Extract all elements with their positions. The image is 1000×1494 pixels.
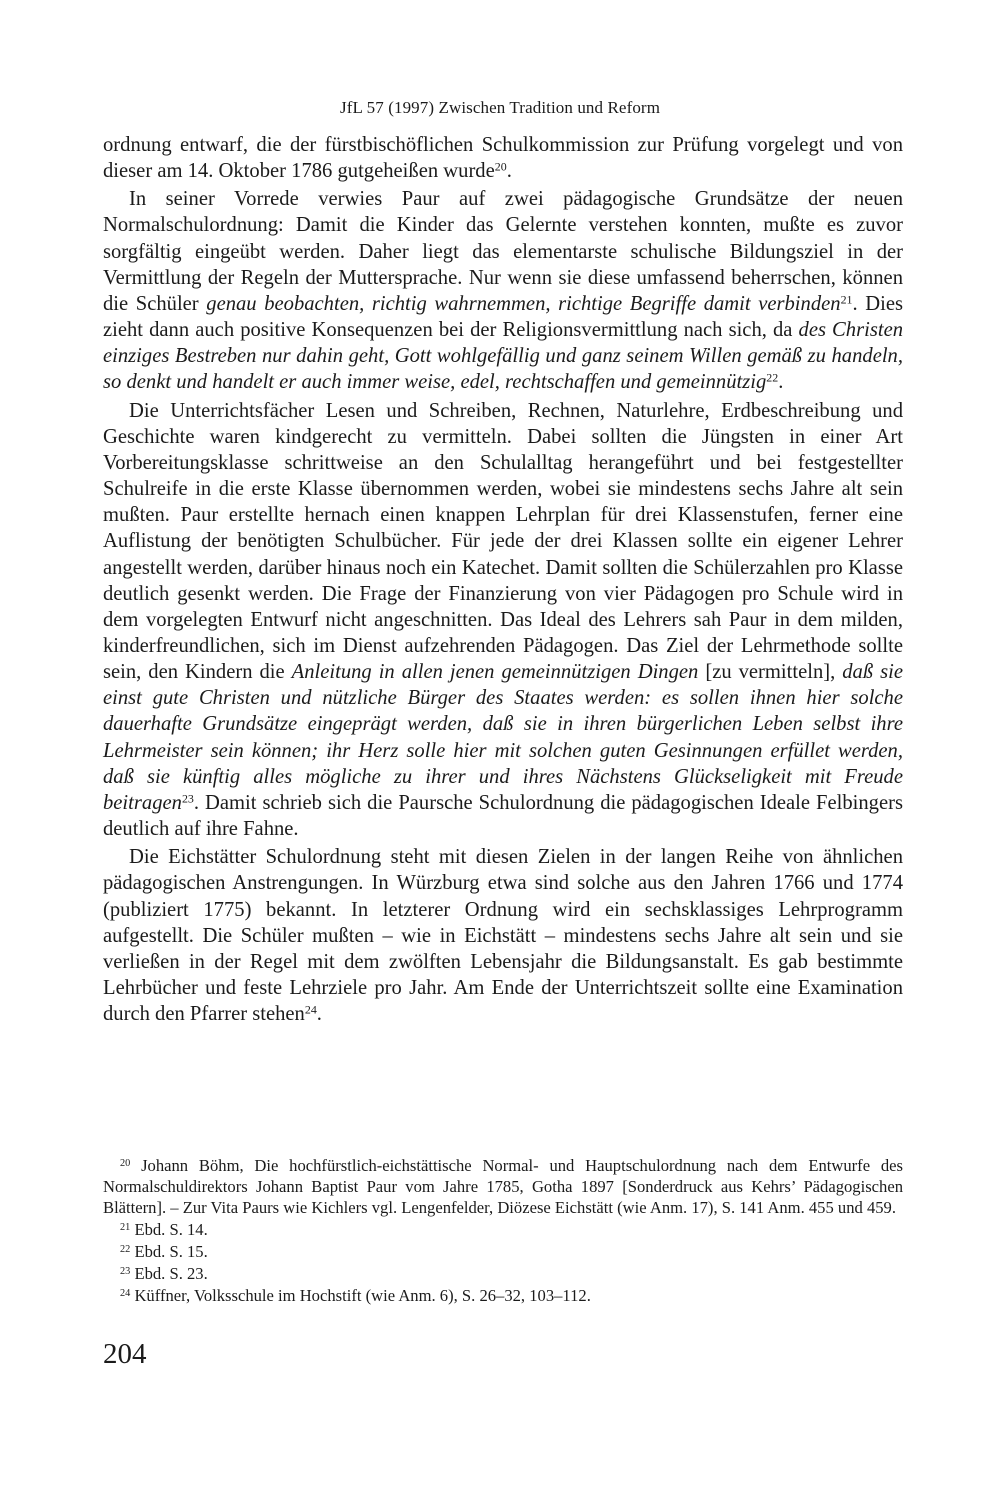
footnote-ref-23[interactable]: 23 [181,791,194,806]
footnote-20: $^{20}$ Johann Böhm, Die hochfürstlich-eichstättische Normal- und Hauptschulordnung nach dem Entwurfe des Normalschuldirektors Johann Baptist Paur vom Jahre 1785, Gotha 1897 [Sonderdruck aus Kehrs’ Pädagogischen Blättern]. – Zur Vita Paurs wie Kichlers vgl. Lengenfelder, Diözese Eichstätt (wie Anm. 17), S. 141 Anm. 455 und 459. [103,1156,903,1217]
quote: Anleitung in allen jenen gemeinnützigen Dingen [291,661,699,684]
body-text [103,132,903,1027]
footnote-24: $^{24}$ Küffner, Volksschule im Hochstift (wie Anm. 6), S. 26–32, 103–112. [120,1286,591,1305]
footnote-21: $^{21}$ Ebd. S. 14. [120,1220,208,1239]
footnote-ref-21[interactable]: 21 [840,292,853,307]
paragraph-2: In seiner Vorrede verwies Paur auf zwei pädagogische Grundsätze der neuen Normalschulordnung: Damit die Kinder das Gelernte verstehen konnten, mußte es zuvor sorgfältig eingeübt werden. Daher liegt das elementarste schulische Bildungsziel in der Vermittlung der Regeln der Muttersprache. Nur wenn sie diese umfassend beherrschen, können die Schüler genau beobachten, richtig wahrnemmen, richtige Begriffe damit verbinden$^{21}$. Dies zieht dann auch positive Konsequenzen bei der Religionsvermittlung nach sich, da des Christen einziges Bestreben nur dahin geht, Gott wohlgefällig und ganz seinem Willen gemäß zu handeln, so denkt und handelt er auch immer weise, edel, rechtschaffen und gemeinnützig$^{22}$. [103,188,904,394]
paragraph-3: Die Unterrichtsfächer Lesen und Schreiben, Rechnen, Naturlehre, Erdbeschreibung und Geschichte waren kindgerecht zu vermitteln. Dabei sollten die Jüngsten in einer Art Vorbereitungsklasse schrittweise an den Schulalltag herangeführt und bei festgestellter Schulreife in die erste Klasse übernommen werden, wobei sie mindestens sechs Jahre alt sein mußten. Paur erstellte hernach einen knappen Lehrplan für drei Klassenstufen, ferner eine Auflistung der benötigten Schulbücher. Für jede der drei Klassen sollte ein eigener Lehrer angestellt werden, darüber hinaus noch ein Katechet. Damit sollten die Schülerzahlen pro Klasse deutlich gesenkt werden. Die Frage der Finanzierung von vier Pädagogen pro Schule wird in dem vorgelegten Entwurf nicht angeschnitten. Das Ideal des Lehrers sah Paur in dem milden, kinderfreundlichen, sich im Dienst aufzehrenden Pädagogen. Das Ziel der Lehrmethode sollte sein, den Kindern die Anleitung in allen jenen gemeinnützigen Dingen [zu vermitteln], daß sie einst gute Christen und nützliche Bürger des Staates werden: es sollen ihnen hier solche dauerhafte Grundsätze eingeprägt werden, daß sie in ihren bürgerlichen Leben selbst ihre Lehrmeister sein können; ihr Herz solle hier mit solchen guten Gesinnungen erfüllet werden, daß sie künftig alles mögliche zu ihrer und ihres Nächstens Glückseligkeit mit Freude beitragen$^{23}$. Damit schrieb sich die Paursche Schulordnung die pädagogischen Ideale Felbingers deutlich auf ihre Fahne. [103,399,904,841]
footnote-23: $^{23}$ Ebd. S. 23. [120,1264,208,1283]
footnote-ref-24[interactable]: 24 [304,1002,317,1017]
paragraph-1: ordnung entwarf, die der fürstbischöflichen Schulkommission zur Prüfung vorgelegt und von dieser am 14. Oktober 1786 gutgeheißen wurde$^{20}$. [103,134,903,183]
footnote-ref-20[interactable]: 20 [494,159,507,174]
footnote-ref-22[interactable]: 22 [766,370,779,385]
running-header: JfL 57 (1997) Zwischen Tradition und Reform [339,98,661,117]
footnotes [103,1155,903,1307]
paragraph-4: Die Eichstätter Schulordnung steht mit diesen Zielen in der langen Reihe von ähnlichen pädagogischen Anstrengungen. In Würzburg etwa sind solche aus den Jahren 1766 und 1774 (publiziert 1775) bekannt. In letzterer Ordnung wird ein sechsklassiges Lehrprogramm aufgestellt. Die Schüler mußten – wie in Eichstätt – mindestens sechs Jahre alt sein und sie verließen in der Regel mit dem zwölften Lebensjahr die Bildungsanstalt. Es gab bestimmte Lehrbücher und feste Lehrziele pro Jahr. Am Ende der Unterrichtszeit sollte eine Examination durch den Pfarrer stehen$^{24}$. [103,846,903,1026]
footnote-22: $^{22}$ Ebd. S. 15. [120,1242,208,1261]
page-number: 204 [103,1338,147,1370]
quote: daß sie einst gute Christen und nützliche Bürger des Staates werden: es sollen ihnen hier solche dauerhafte Grundsätze eingeprägt werden, daß sie in ihren bürgerlichen Leben selbst ihre Lehrmeister sein können; ihr Herz solle hier mit solchen guten Gesinnungen erfüllet werden, daß sie künftig alles mögliche zu ihrer und ihres Nächstens Glückseligkeit mit Freude beitragen [103,661,904,814]
quote: genau beobachten, richtig wahrnemmen, richtige Begriffe damit verbinden [206,292,841,315]
quote: des Christen einziges Bestreben nur dahin geht, Gott wohlgefällig und ganz seinem Willen gemäß zu handeln, so denkt und handelt er auch immer weise, edel, rechtschaffen und gemeinnützig [103,319,904,394]
